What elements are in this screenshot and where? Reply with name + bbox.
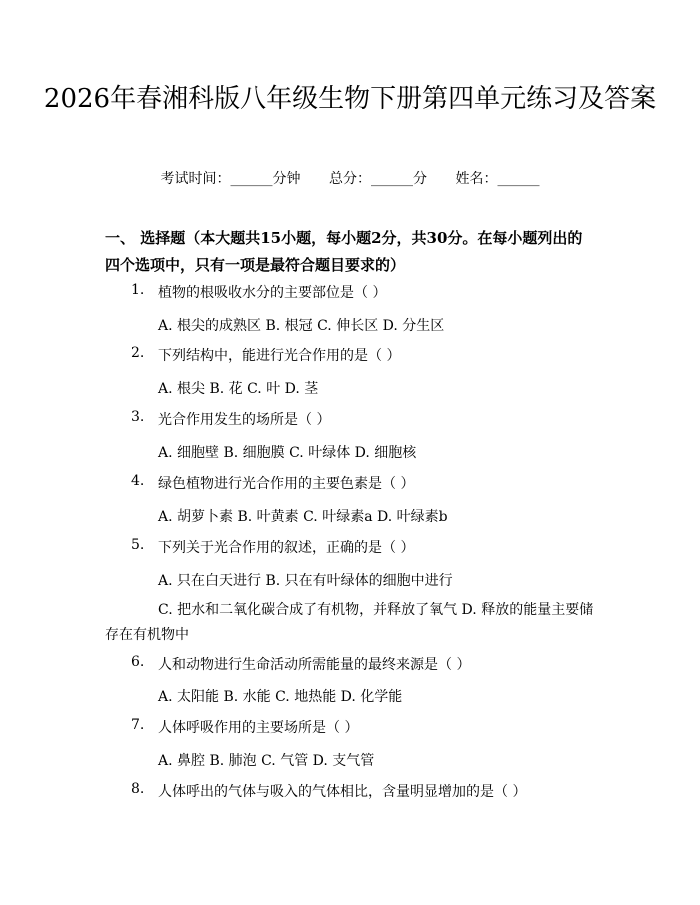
page-title: 2026年春湘科版八年级生物下册第四单元练习及答案 xyxy=(43,84,657,114)
question-number: 7. xyxy=(131,717,145,733)
question-number: 4. xyxy=(131,473,145,489)
exam-meta xyxy=(0,168,700,188)
section-heading: 一、 选择题（本大题共15小题，每小题2分，共30分。在每小题列出的四个选项中，只有一项是最符合题目要求的） xyxy=(105,229,583,274)
question-number: 2. xyxy=(131,345,145,361)
student-name: 姓名：______ xyxy=(455,171,540,187)
question-text: 下列结构中，能进行光合作用的是（ ） xyxy=(158,348,401,364)
question-options: A. 太阳能 B. 水能 C. 地热能 D. 化学能 xyxy=(158,689,403,705)
question-options-continued: C. 把水和二氧化碳合成了有机物，并释放了氧气 D. 释放的能量主要储存在有机物中 xyxy=(105,602,594,643)
question-text: 人体呼出的气体与吸入的气体相比，含量明显增加的是（ ） xyxy=(158,784,527,800)
total-score: 总分：______分 xyxy=(329,171,427,187)
question-options: A. 鼻腔 B. 肺泡 C. 气管 D. 支气管 xyxy=(158,753,375,769)
question-number: 8. xyxy=(131,781,145,797)
question-text: 人和动物进行生命活动所需能量的最终来源是（ ） xyxy=(158,657,471,673)
question-number: 6. xyxy=(131,654,145,670)
exam-time: 考试时间：______分钟 xyxy=(160,171,301,187)
question-options: A. 只在白天进行 B. 只在有叶绿体的细胞中进行 xyxy=(158,573,453,589)
question-text: 光合作用发生的场所是（ ） xyxy=(158,412,331,428)
question-number: 1. xyxy=(131,282,145,298)
question-options: A. 胡萝卜素 B. 叶黄素 C. 叶绿素a D. 叶绿素b xyxy=(158,509,448,525)
question-text: 植物的根吸收水分的主要部位是（ ） xyxy=(158,285,387,301)
question-text: 绿色植物进行光合作用的主要色素是（ ） xyxy=(158,476,415,492)
question-options: A. 根尖的成熟区 B. 根冠 C. 伸长区 D. 分生区 xyxy=(158,318,445,334)
question-text: 人体呼吸作用的主要场所是（ ） xyxy=(158,720,359,736)
question-options: A. 细胞壁 B. 细胞膜 C. 叶绿体 D. 细胞核 xyxy=(158,445,417,461)
question-text: 下列关于光合作用的叙述，正确的是（ ） xyxy=(158,540,415,556)
question-number: 3. xyxy=(131,409,145,425)
question-options: A. 根尖 B. 花 C. 叶 D. 茎 xyxy=(158,381,319,397)
question-number: 5. xyxy=(131,537,145,553)
